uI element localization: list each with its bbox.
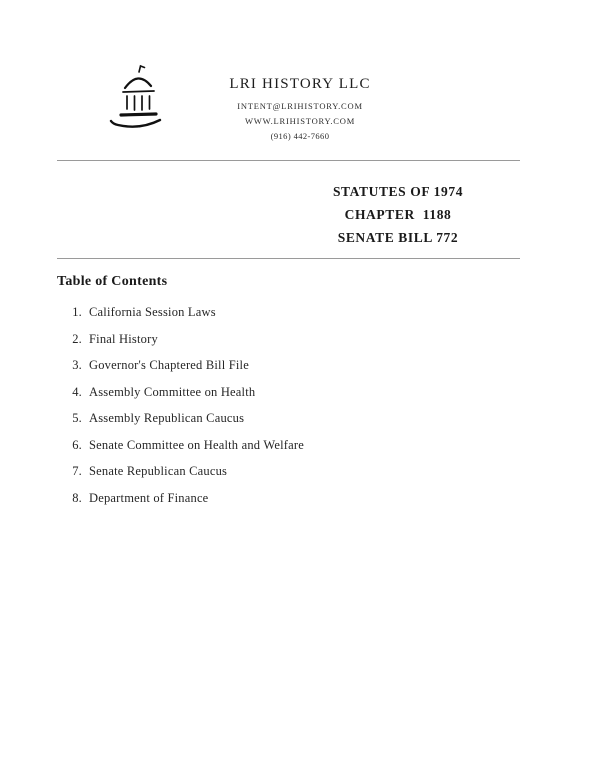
capitol-logo-icon	[104, 62, 168, 138]
toc-item-number: 3.	[72, 358, 82, 372]
toc-item	[70, 438, 510, 453]
phone-text: (916) 442-7660	[270, 131, 330, 141]
toc-item-number: 7.	[72, 464, 82, 478]
toc-item	[70, 332, 510, 347]
statutes-line: STATUTES OF 1974	[332, 184, 464, 199]
toc-item-label: Senate Republican Caucus	[89, 464, 228, 478]
toc-item-number: 4.	[72, 384, 82, 399]
bill-line: SENATE BILL 772	[337, 230, 459, 245]
letterhead	[0, 62, 600, 146]
toc-item	[70, 464, 510, 479]
toc-item-label: Department of Finance	[89, 490, 209, 505]
toc-item-number: 5.	[72, 411, 82, 425]
toc-item-label: California Session Laws	[89, 305, 216, 319]
toc-item-label: Assembly Republican Caucus	[89, 411, 245, 425]
toc-item	[70, 491, 510, 506]
toc-item-label: Governor's Chaptered Bill File	[89, 358, 249, 372]
toc-item-number: 1.	[72, 305, 82, 319]
toc-item-label: Senate Committee on Health and Welfare	[89, 437, 304, 452]
contact-block	[190, 62, 410, 146]
reference-block	[298, 180, 498, 249]
website-text: WWW.LRIHISTORY.COM	[244, 116, 356, 126]
toc-item	[70, 385, 510, 400]
toc-list	[70, 305, 510, 517]
toc-item-label: Final History	[89, 331, 158, 346]
toc-item	[70, 358, 510, 373]
toc-item-label: Assembly Committee on Health	[89, 384, 256, 399]
chapter-line: CHAPTER 1188	[344, 207, 452, 222]
toc-item-number: 2.	[72, 331, 82, 346]
toc-title: Table of Contents	[57, 274, 168, 289]
email-text: INTENT@LRIHISTORY.COM	[237, 101, 363, 111]
company-name: LRI HISTORY LLC	[229, 76, 371, 92]
toc-item	[70, 411, 510, 426]
toc-item	[70, 305, 510, 320]
divider-bottom	[57, 258, 520, 259]
toc-item-number: 6.	[72, 437, 82, 452]
divider-top	[57, 160, 520, 161]
toc-item-number: 8.	[72, 490, 82, 505]
